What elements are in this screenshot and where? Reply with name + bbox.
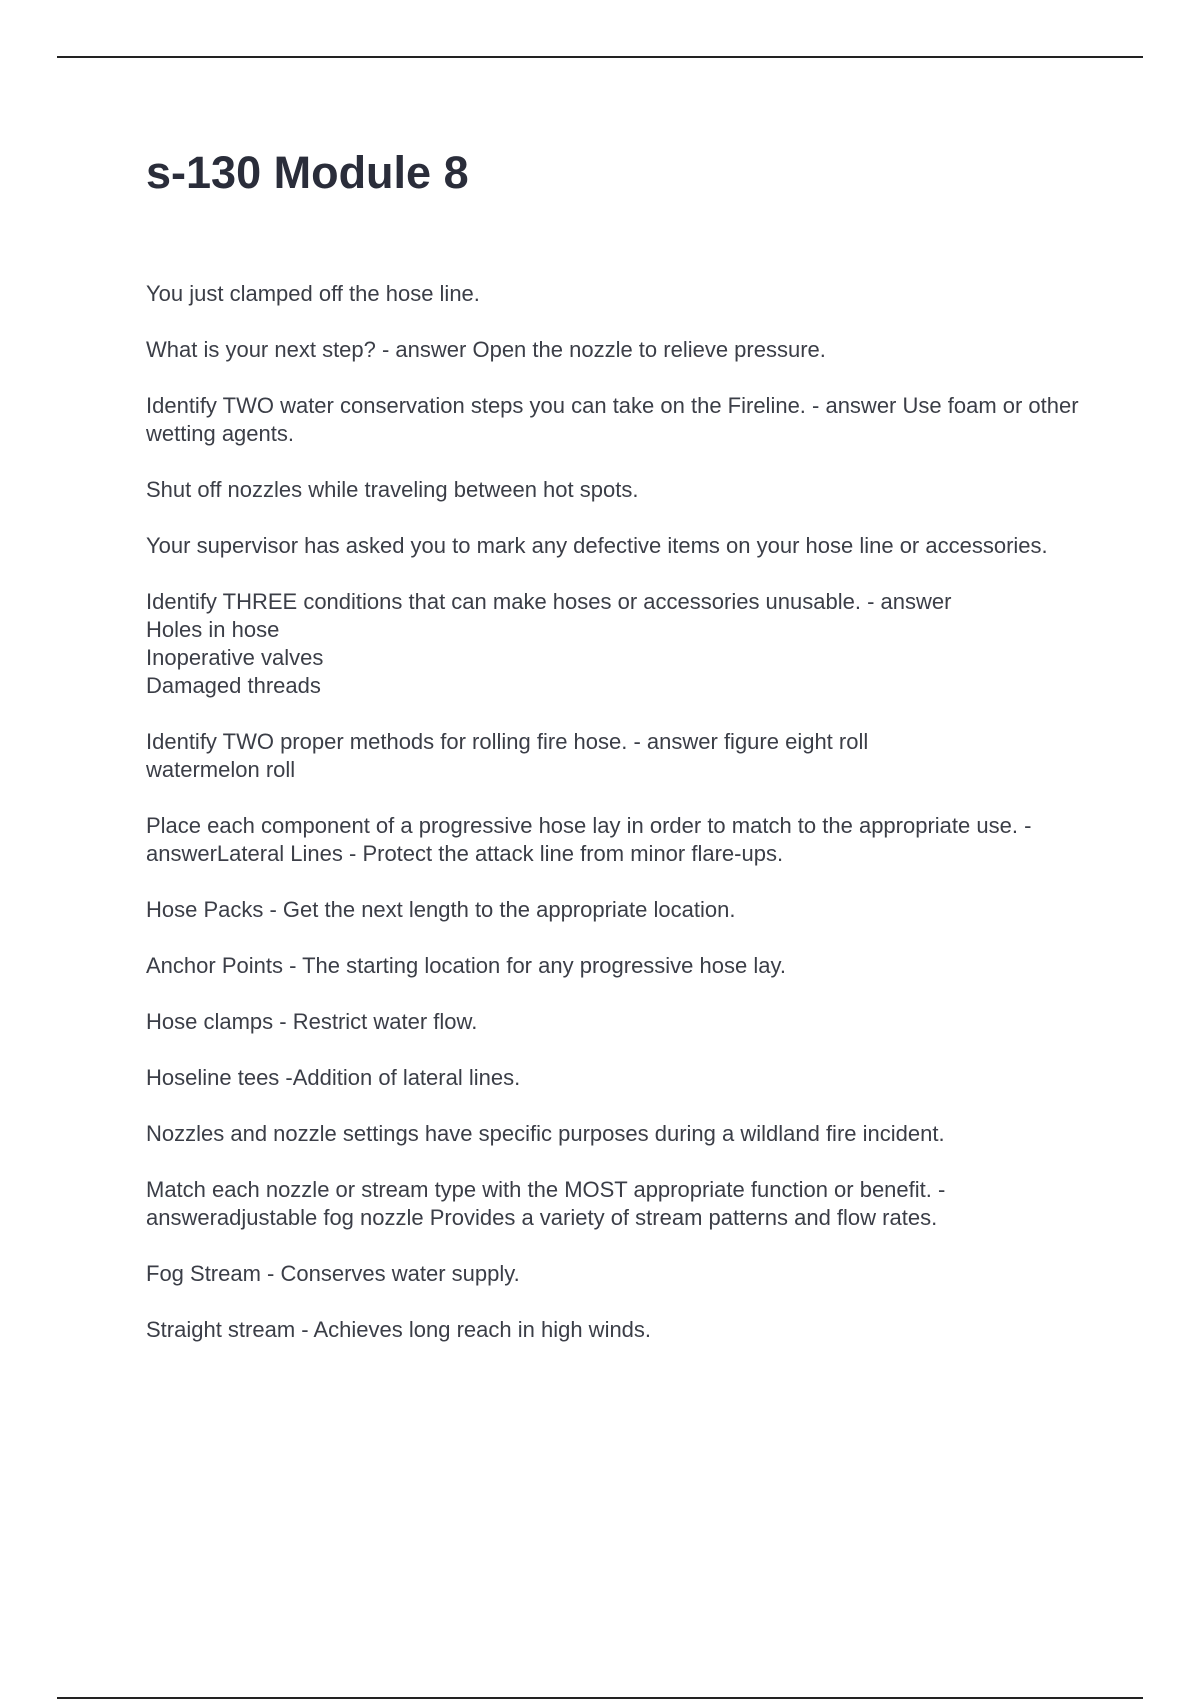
paragraph-line: Hose clamps - Restrict water flow.	[146, 1009, 478, 1034]
paragraph	[146, 1008, 1096, 1036]
bottom-divider	[57, 1697, 1143, 1699]
paragraph-line: Identify TWO water conservation steps you can take on the Fireline. - answer Use foam or other wetting agents.	[146, 393, 1079, 446]
paragraph	[146, 896, 1096, 924]
paragraph-line: What is your next step? - answer Open the nozzle to relieve pressure.	[146, 337, 826, 362]
paragraph-line: You just clamped off the hose line.	[146, 281, 480, 306]
paragraph-line: Nozzles and nozzle settings have specific purposes during a wildland fire incident.	[146, 1121, 945, 1146]
paragraph-line: Fog Stream - Conserves water supply.	[146, 1261, 520, 1286]
paragraph-line: Identify TWO proper methods for rolling fire hose. - answer figure eight roll	[146, 729, 869, 754]
document-title: s-130 Module 8	[146, 147, 469, 198]
paragraph	[146, 728, 1096, 784]
paragraph	[146, 812, 1096, 868]
paragraph-line: Place each component of a progressive hose lay in order to match to the appropriate use. - answerLateral Lines - Protect the attack line from minor flare-ups.	[146, 813, 1032, 866]
paragraph-line: Hose Packs - Get the next length to the appropriate location.	[146, 897, 736, 922]
paragraph	[146, 476, 1096, 504]
paragraph	[146, 1064, 1096, 1092]
paragraph	[146, 532, 1096, 560]
top-divider	[57, 56, 1143, 58]
paragraph-line: Holes in hose	[146, 617, 280, 642]
paragraph-line: Straight stream - Achieves long reach in high winds.	[146, 1317, 652, 1342]
paragraph	[146, 1316, 1096, 1344]
paragraph	[146, 392, 1096, 448]
paragraph-line: watermelon roll	[146, 757, 296, 782]
paragraph	[146, 1260, 1096, 1288]
paragraph	[146, 1120, 1096, 1148]
paragraph-line: Hoseline tees -Addition of lateral lines.	[146, 1065, 521, 1090]
document-body	[146, 280, 1096, 1344]
paragraph	[146, 336, 1096, 364]
paragraph-line: Shut off nozzles while traveling between hot spots.	[146, 477, 639, 502]
paragraph	[146, 952, 1096, 980]
paragraph-line: Inoperative valves	[146, 645, 324, 670]
paragraph	[146, 280, 1096, 308]
paragraph-line: Your supervisor has asked you to mark any defective items on your hose line or accessories.	[146, 533, 1048, 558]
paragraph	[146, 588, 1096, 700]
paragraph-line: Damaged threads	[146, 673, 321, 698]
document-content	[146, 144, 1096, 1372]
paragraph-line: Identify THREE conditions that can make hoses or accessories unusable. - answer	[146, 589, 952, 614]
paragraph	[146, 1176, 1096, 1232]
paragraph-line: Match each nozzle or stream type with the MOST appropriate function or benefit. - answeradjustable fog nozzle Provides a variety of stream patterns and flow rates.	[146, 1177, 946, 1230]
paragraph-line: Anchor Points - The starting location for any progressive hose lay.	[146, 953, 786, 978]
